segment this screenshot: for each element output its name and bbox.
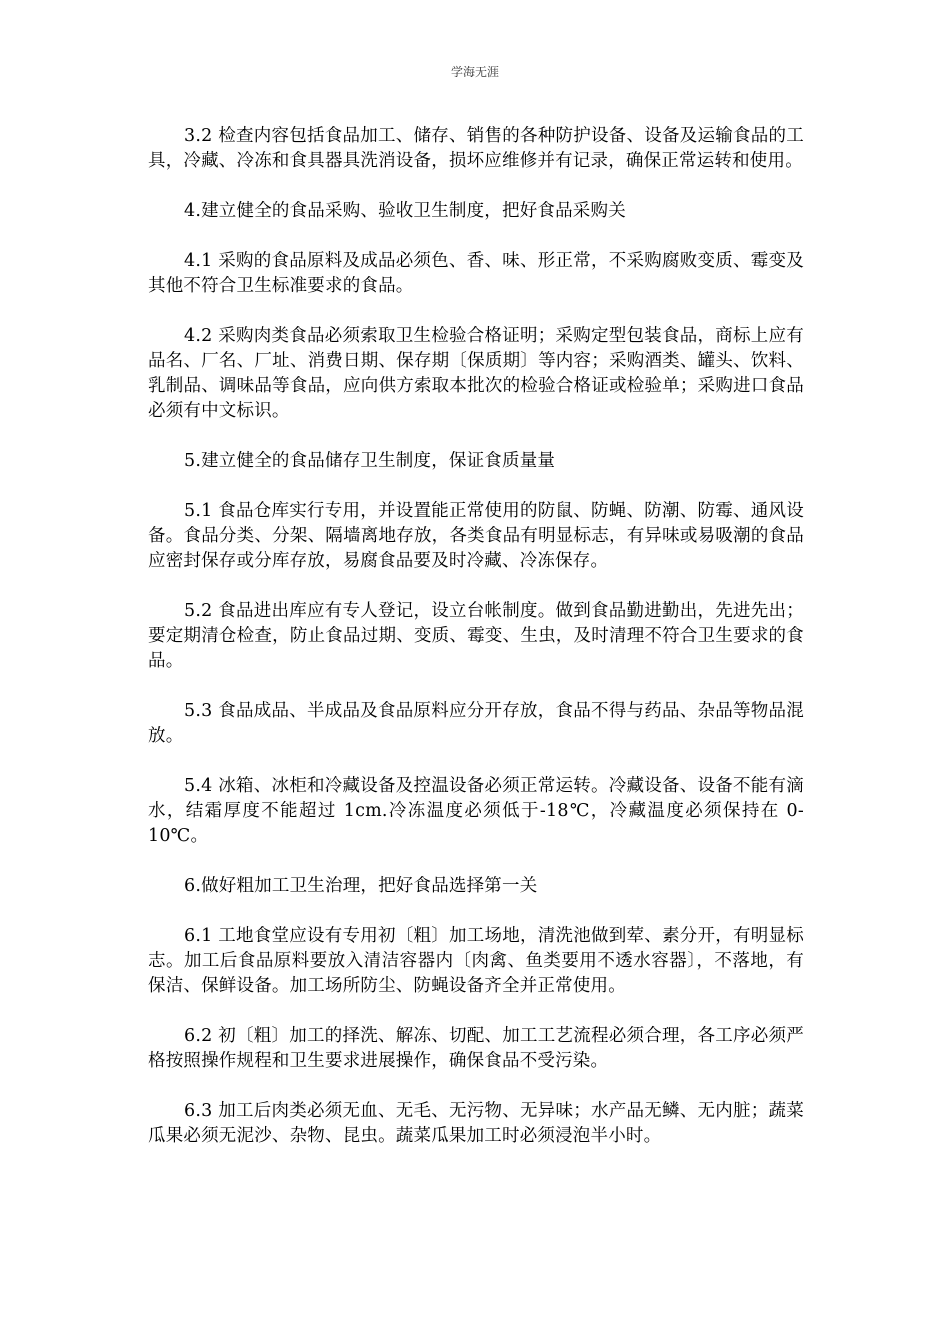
- paragraph-4-2: 4.2 采购肉类食品必须索取卫生检验合格证明；采购定型包装食品，商标上应有品名、厂名、厂址、消费日期、保存期〔保质期〕等内容；采购酒类、罐头、饮料、乳制品、调味品等食品，应向供方索取本批次的检验合格证或检验单；采购进口食品必须有中文标识。: [148, 326, 804, 421]
- paragraph-5-2: 5.2 食品进出库应有专人登记，设立台帐制度。做到食品勤进勤出，先进先出；要定期清仓检查，防止食品过期、变质、霉变、生虫，及时清理不符合卫生要求的食品。: [148, 601, 804, 671]
- section-heading-4: 4.建立健全的食品采购、验收卫生制度，把好食品采购关: [184, 201, 626, 221]
- paragraph-5-1: 5.1 食品仓库实行专用，并设置能正常使用的防鼠、防蝇、防潮、防霉、通风设备。食品分类、分架、隔墙离地存放，各类食品有明显标志，有异味或易吸潮的食品应密封保存或分库存放，易腐食品要及时冷藏、冷冻保存。: [148, 501, 804, 571]
- paragraph-6-1: 6.1 工地食堂应设有专用初〔粗〕加工场地，清洗池做到荤、素分开，有明显标志。加工后食品原料要放入清洁容器内〔肉禽、鱼类要用不透水容器〕，不落地，有保洁、保鲜设备。加工场所防尘、防蝇设备齐全并正常使用。: [148, 926, 804, 996]
- paragraph-4-1: 4.1 采购的食品原料及成品必须色、香、味、形正常，不采购腐败变质、霉变及其他不符合卫生标准要求的食品。: [148, 251, 804, 296]
- paragraph-6-2: 6.2 初〔粗〕加工的择洗、解冻、切配、加工工艺流程必须合理，各工序必须严格按照操作规程和卫生要求进展操作，确保食品不受污染。: [148, 1026, 804, 1071]
- paragraph-3-2: 3.2 检查内容包括食品加工、储存、销售的各种防护设备、设备及运输食品的工具，冷藏、冷冻和食具器具洗消设备，损坏应维修并有记录，确保正常运转和使用。: [148, 126, 804, 171]
- section-heading-6: 6.做好粗加工卫生治理，把好食品选择第一关: [184, 876, 538, 896]
- paragraph-5-4: 5.4 冰箱、冰柜和冷藏设备及控温设备必须正常运转。冷藏设备、设备不能有滴水，结霜厚度不能超过 1cm.冷冻温度必须低于-18℃，冷藏温度必须保持在 0-10℃。: [148, 776, 804, 846]
- paragraph-6-3: 6.3 加工后肉类必须无血、无毛、无污物、无异味；水产品无鳞、无内脏；蔬菜瓜果必须无泥沙、杂物、昆虫。蔬菜瓜果加工时必须浸泡半小时。: [148, 1101, 804, 1146]
- paragraph-5-3: 5.3 食品成品、半成品及食品原料应分开存放，食品不得与药品、杂品等物品混放。: [148, 701, 804, 746]
- page-header: 学海无涯: [450, 65, 499, 79]
- document-body: [148, 124, 804, 1174]
- section-heading-5: 5.建立健全的食品储存卫生制度，保证食质量量: [184, 451, 556, 471]
